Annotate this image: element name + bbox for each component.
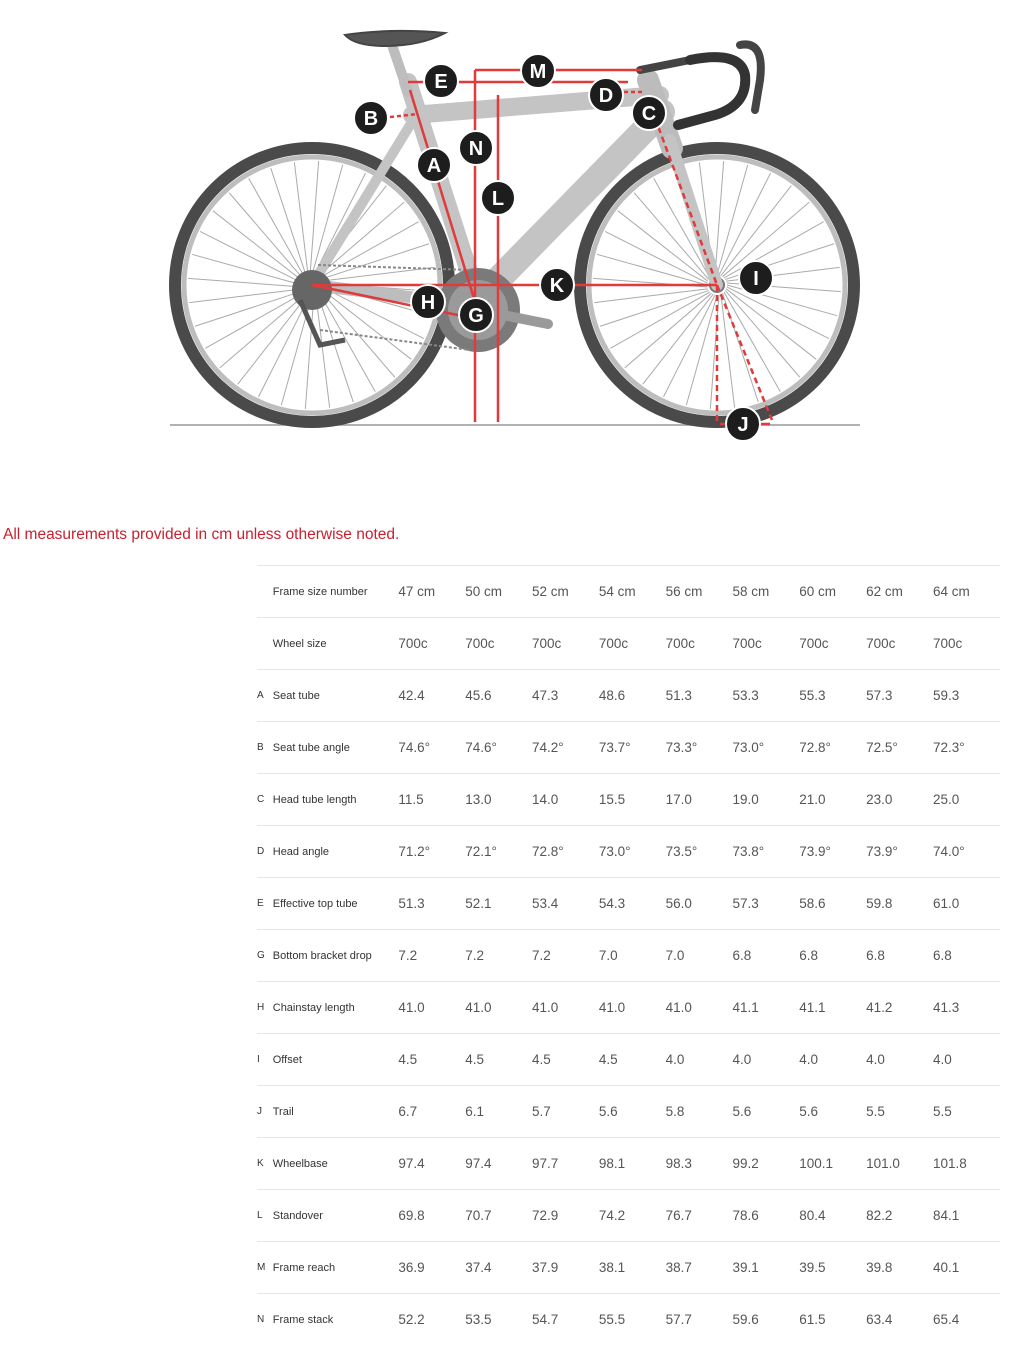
table-cell: 6.8 (866, 930, 933, 982)
row-label: Wheelbase (273, 1138, 399, 1190)
table-cell: 73.8° (732, 826, 799, 878)
table-cell: 73.3° (666, 722, 733, 774)
table-cell: 6.1 (465, 1086, 532, 1138)
spoke (724, 292, 780, 392)
table-cell: 74.2° (532, 722, 599, 774)
table-cell: 73.9° (799, 826, 866, 878)
table-row (257, 982, 1000, 1034)
table-cell: 62 cm (866, 566, 933, 618)
row-label: Effective top tube (273, 878, 399, 930)
table-cell: 73.5° (666, 826, 733, 878)
table-cell: 41.0 (599, 982, 666, 1034)
table-cell: 57.7 (666, 1294, 733, 1346)
table-cell: 97.4 (465, 1138, 532, 1190)
table-cell: 37.9 (532, 1242, 599, 1294)
spoke (625, 293, 712, 368)
table-cell: 7.0 (599, 930, 666, 982)
spoke (719, 173, 771, 275)
table-cell: 73.0° (732, 722, 799, 774)
row-label: Head angle (273, 826, 399, 878)
table-cell: 58.6 (799, 878, 866, 930)
spoke (721, 294, 735, 408)
svg-text:I: I (753, 268, 759, 290)
table-cell: 700c (465, 618, 532, 670)
marker-K (540, 268, 574, 302)
table-cell: 57.3 (866, 670, 933, 722)
svg-text:M: M (529, 61, 547, 83)
table-cell: 55.5 (599, 1294, 666, 1346)
row-key: H (257, 982, 273, 1034)
table-cell: 56 cm (666, 566, 733, 618)
table-cell: 47.3 (532, 670, 599, 722)
marker-D (589, 78, 623, 112)
table-cell: 41.0 (666, 982, 733, 1034)
table-cell: 7.2 (532, 930, 599, 982)
row-key: C (257, 774, 273, 826)
svg-text:C: C (641, 103, 657, 125)
table-cell: 4.0 (666, 1034, 733, 1086)
table-cell: 45.6 (465, 670, 532, 722)
table-row (257, 878, 1000, 930)
table-cell: 97.4 (398, 1138, 465, 1190)
spoke (189, 289, 303, 303)
table-cell: 5.5 (866, 1086, 933, 1138)
table-cell: 39.1 (732, 1242, 799, 1294)
svg-text:K: K (549, 275, 565, 297)
table-row (257, 774, 1000, 826)
spoke (710, 295, 719, 409)
table-cell: 700c (732, 618, 799, 670)
table-cell: 7.2 (465, 930, 532, 982)
table-row (257, 618, 1000, 670)
table-cell: 72.8° (799, 722, 866, 774)
table-cell: 59.3 (933, 670, 1000, 722)
marker-E (424, 64, 458, 98)
table-row (257, 1034, 1000, 1086)
table-cell: 72.8° (532, 826, 599, 878)
table-cell: 21.0 (799, 774, 866, 826)
table-row (257, 566, 1000, 618)
table-cell: 38.7 (666, 1242, 733, 1294)
table-cell: 54.3 (599, 878, 666, 930)
row-label: Seat tube angle (273, 722, 399, 774)
table-cell: 50 cm (465, 566, 532, 618)
table-cell: 57.3 (732, 878, 799, 930)
marker-B (354, 101, 388, 135)
table-cell: 6.8 (799, 930, 866, 982)
spoke (310, 161, 319, 275)
table-cell: 41.2 (866, 982, 933, 1034)
table-cell: 5.6 (599, 1086, 666, 1138)
spoke (594, 289, 708, 303)
table-cell: 69.8 (398, 1190, 465, 1242)
table-cell: 74.2 (599, 1190, 666, 1242)
table-cell: 39.8 (866, 1242, 933, 1294)
table-cell: 700c (532, 618, 599, 670)
row-key (257, 618, 273, 670)
table-cell: 5.5 (933, 1086, 1000, 1138)
table-cell: 73.7° (599, 722, 666, 774)
table-cell: 101.0 (866, 1138, 933, 1190)
spoke (188, 278, 302, 287)
marker-H (411, 285, 445, 319)
table-row (257, 930, 1000, 982)
table-cell: 72.5° (866, 722, 933, 774)
row-label: Frame reach (273, 1242, 399, 1294)
table-cell: 70.7 (465, 1190, 532, 1242)
table-cell: 7.2 (398, 930, 465, 982)
row-label: Frame stack (273, 1294, 399, 1346)
row-label: Frame size number (273, 566, 399, 618)
spoke (238, 294, 308, 384)
measurement-note: All measurements provided in cm unless otherwise noted. (3, 526, 400, 543)
spoke (726, 289, 816, 359)
spoke (643, 294, 713, 384)
table-cell: 99.2 (732, 1138, 799, 1190)
table-cell: 53.3 (732, 670, 799, 722)
table-cell: 76.7 (666, 1190, 733, 1242)
table-cell: 54 cm (599, 566, 666, 618)
table-cell: 84.1 (933, 1190, 1000, 1242)
spoke (249, 178, 305, 278)
marker-A (417, 148, 451, 182)
spoke (663, 295, 715, 397)
table-cell: 23.0 (866, 774, 933, 826)
table-cell: 700c (398, 618, 465, 670)
marker-I (739, 261, 773, 295)
table-cell: 17.0 (666, 774, 733, 826)
svg-text:A: A (426, 155, 442, 177)
geometry-table (257, 565, 1000, 1345)
table-cell: 38.1 (599, 1242, 666, 1294)
spoke (200, 231, 302, 283)
table-cell: 15.5 (599, 774, 666, 826)
table-cell: 4.0 (933, 1034, 1000, 1086)
spoke (229, 193, 304, 280)
table-cell: 54.7 (532, 1294, 599, 1346)
table-row (257, 1138, 1000, 1190)
table-cell: 98.1 (599, 1138, 666, 1190)
row-label: Seat tube (273, 670, 399, 722)
row-key: M (257, 1242, 273, 1294)
table-cell: 700c (666, 618, 733, 670)
svg-text:D: D (598, 85, 614, 107)
row-key: I (257, 1034, 273, 1086)
table-cell: 74.6° (465, 722, 532, 774)
table-cell: 59.6 (732, 1294, 799, 1346)
spoke (213, 211, 303, 281)
table-cell: 56.0 (666, 878, 733, 930)
table-cell: 73.9° (866, 826, 933, 878)
row-label: Standover (273, 1190, 399, 1242)
svg-text:B: B (363, 108, 379, 130)
table-cell: 25.0 (933, 774, 1000, 826)
row-key: D (257, 826, 273, 878)
table-cell: 51.3 (666, 670, 733, 722)
table-cell: 47 cm (398, 566, 465, 618)
row-key (257, 566, 273, 618)
table-cell: 4.0 (799, 1034, 866, 1086)
row-label: Head tube length (273, 774, 399, 826)
spoke (610, 292, 710, 348)
table-cell: 19.0 (732, 774, 799, 826)
table-cell: 4.0 (732, 1034, 799, 1086)
table-cell: 41.3 (933, 982, 1000, 1034)
table-cell: 65.4 (933, 1294, 1000, 1346)
table-cell: 41.1 (732, 982, 799, 1034)
table-cell: 14.0 (532, 774, 599, 826)
table-cell: 78.6 (732, 1190, 799, 1242)
table-cell: 73.0° (599, 826, 666, 878)
marker-C (632, 96, 666, 130)
table-cell: 5.8 (666, 1086, 733, 1138)
spoke (220, 293, 307, 368)
table-cell: 41.1 (799, 982, 866, 1034)
table-cell: 42.4 (398, 670, 465, 722)
table-cell: 98.3 (666, 1138, 733, 1190)
table-cell: 59.8 (866, 878, 933, 930)
row-label: Wheel size (273, 618, 399, 670)
table-cell: 71.2° (398, 826, 465, 878)
table-row (257, 826, 1000, 878)
table-cell: 53.5 (465, 1294, 532, 1346)
table-cell: 100.1 (799, 1138, 866, 1190)
table-cell: 700c (866, 618, 933, 670)
svg-text:H: H (420, 292, 436, 314)
table-cell: 41.0 (398, 982, 465, 1034)
table-row (257, 1086, 1000, 1138)
table-cell: 72.9 (532, 1190, 599, 1242)
spoke (321, 267, 435, 281)
row-key: L (257, 1190, 273, 1242)
table-row (257, 1190, 1000, 1242)
table-cell: 72.1° (465, 826, 532, 878)
table-cell: 64 cm (933, 566, 1000, 618)
table-cell: 5.6 (799, 1086, 866, 1138)
table-cell: 74.0° (933, 826, 1000, 878)
table-cell: 51.3 (398, 878, 465, 930)
table-cell: 41.0 (532, 982, 599, 1034)
row-key: J (257, 1086, 273, 1138)
table-cell: 97.7 (532, 1138, 599, 1190)
table-cell: 13.0 (465, 774, 532, 826)
table-cell: 72.3° (933, 722, 1000, 774)
table-cell: 11.5 (398, 774, 465, 826)
table-cell: 60 cm (799, 566, 866, 618)
marker-M (521, 54, 555, 88)
table-cell: 52.1 (465, 878, 532, 930)
table-cell: 74.6° (398, 722, 465, 774)
table-row (257, 1242, 1000, 1294)
row-label: Chainstay length (273, 982, 399, 1034)
table-cell: 700c (599, 618, 666, 670)
spoke (724, 222, 824, 278)
table-cell: 53.4 (532, 878, 599, 930)
table-cell: 61.0 (933, 878, 1000, 930)
spoke (294, 162, 308, 276)
table-row (257, 1294, 1000, 1346)
table-cell: 82.2 (866, 1190, 933, 1242)
marker-J (726, 407, 760, 441)
table-cell: 36.9 (398, 1242, 465, 1294)
row-key: N (257, 1294, 273, 1346)
table-row (257, 670, 1000, 722)
spoke (205, 292, 305, 348)
table-cell: 5.6 (732, 1086, 799, 1138)
table-cell: 63.4 (866, 1294, 933, 1346)
table-cell: 52 cm (532, 566, 599, 618)
table-cell: 52.2 (398, 1294, 465, 1346)
table-cell: 4.5 (398, 1034, 465, 1086)
svg-text:N: N (468, 138, 484, 160)
row-key: B (257, 722, 273, 774)
svg-text:E: E (434, 71, 448, 93)
table-cell: 4.0 (866, 1034, 933, 1086)
table-cell: 4.5 (532, 1034, 599, 1086)
spoke (727, 287, 829, 339)
table-cell: 5.7 (532, 1086, 599, 1138)
svg-text:J: J (737, 414, 749, 436)
row-key: G (257, 930, 273, 982)
marker-L (481, 181, 515, 215)
table-cell: 48.6 (599, 670, 666, 722)
table-cell: 37.4 (465, 1242, 532, 1294)
table-cell: 700c (933, 618, 1000, 670)
row-key: K (257, 1138, 273, 1190)
spoke (715, 161, 724, 275)
table-cell: 6.8 (732, 930, 799, 982)
table-cell: 700c (799, 618, 866, 670)
row-label: Offset (273, 1034, 399, 1086)
row-label: Bottom bracket drop (273, 930, 399, 982)
table-cell: 6.7 (398, 1086, 465, 1138)
table-row (257, 722, 1000, 774)
table-cell: 39.5 (799, 1242, 866, 1294)
spoke (605, 231, 707, 283)
svg-text:L: L (491, 188, 505, 210)
table-cell: 4.5 (599, 1034, 666, 1086)
table-cell: 41.0 (465, 982, 532, 1034)
row-key: E (257, 878, 273, 930)
spoke (316, 294, 330, 408)
svg-text:G: G (468, 305, 484, 327)
table-cell: 101.8 (933, 1138, 1000, 1190)
spoke (320, 291, 395, 378)
marker-N (459, 131, 493, 165)
table-cell: 55.3 (799, 670, 866, 722)
row-key: A (257, 670, 273, 722)
table-cell: 4.5 (465, 1034, 532, 1086)
bike-geometry-diagram (0, 0, 1016, 470)
table-cell: 6.8 (933, 930, 1000, 982)
table-cell: 80.4 (799, 1190, 866, 1242)
row-label: Trail (273, 1086, 399, 1138)
table-cell: 58 cm (732, 566, 799, 618)
table-cell: 40.1 (933, 1242, 1000, 1294)
marker-G (459, 298, 493, 332)
table-cell: 61.5 (799, 1294, 866, 1346)
table-cell: 7.0 (666, 930, 733, 982)
